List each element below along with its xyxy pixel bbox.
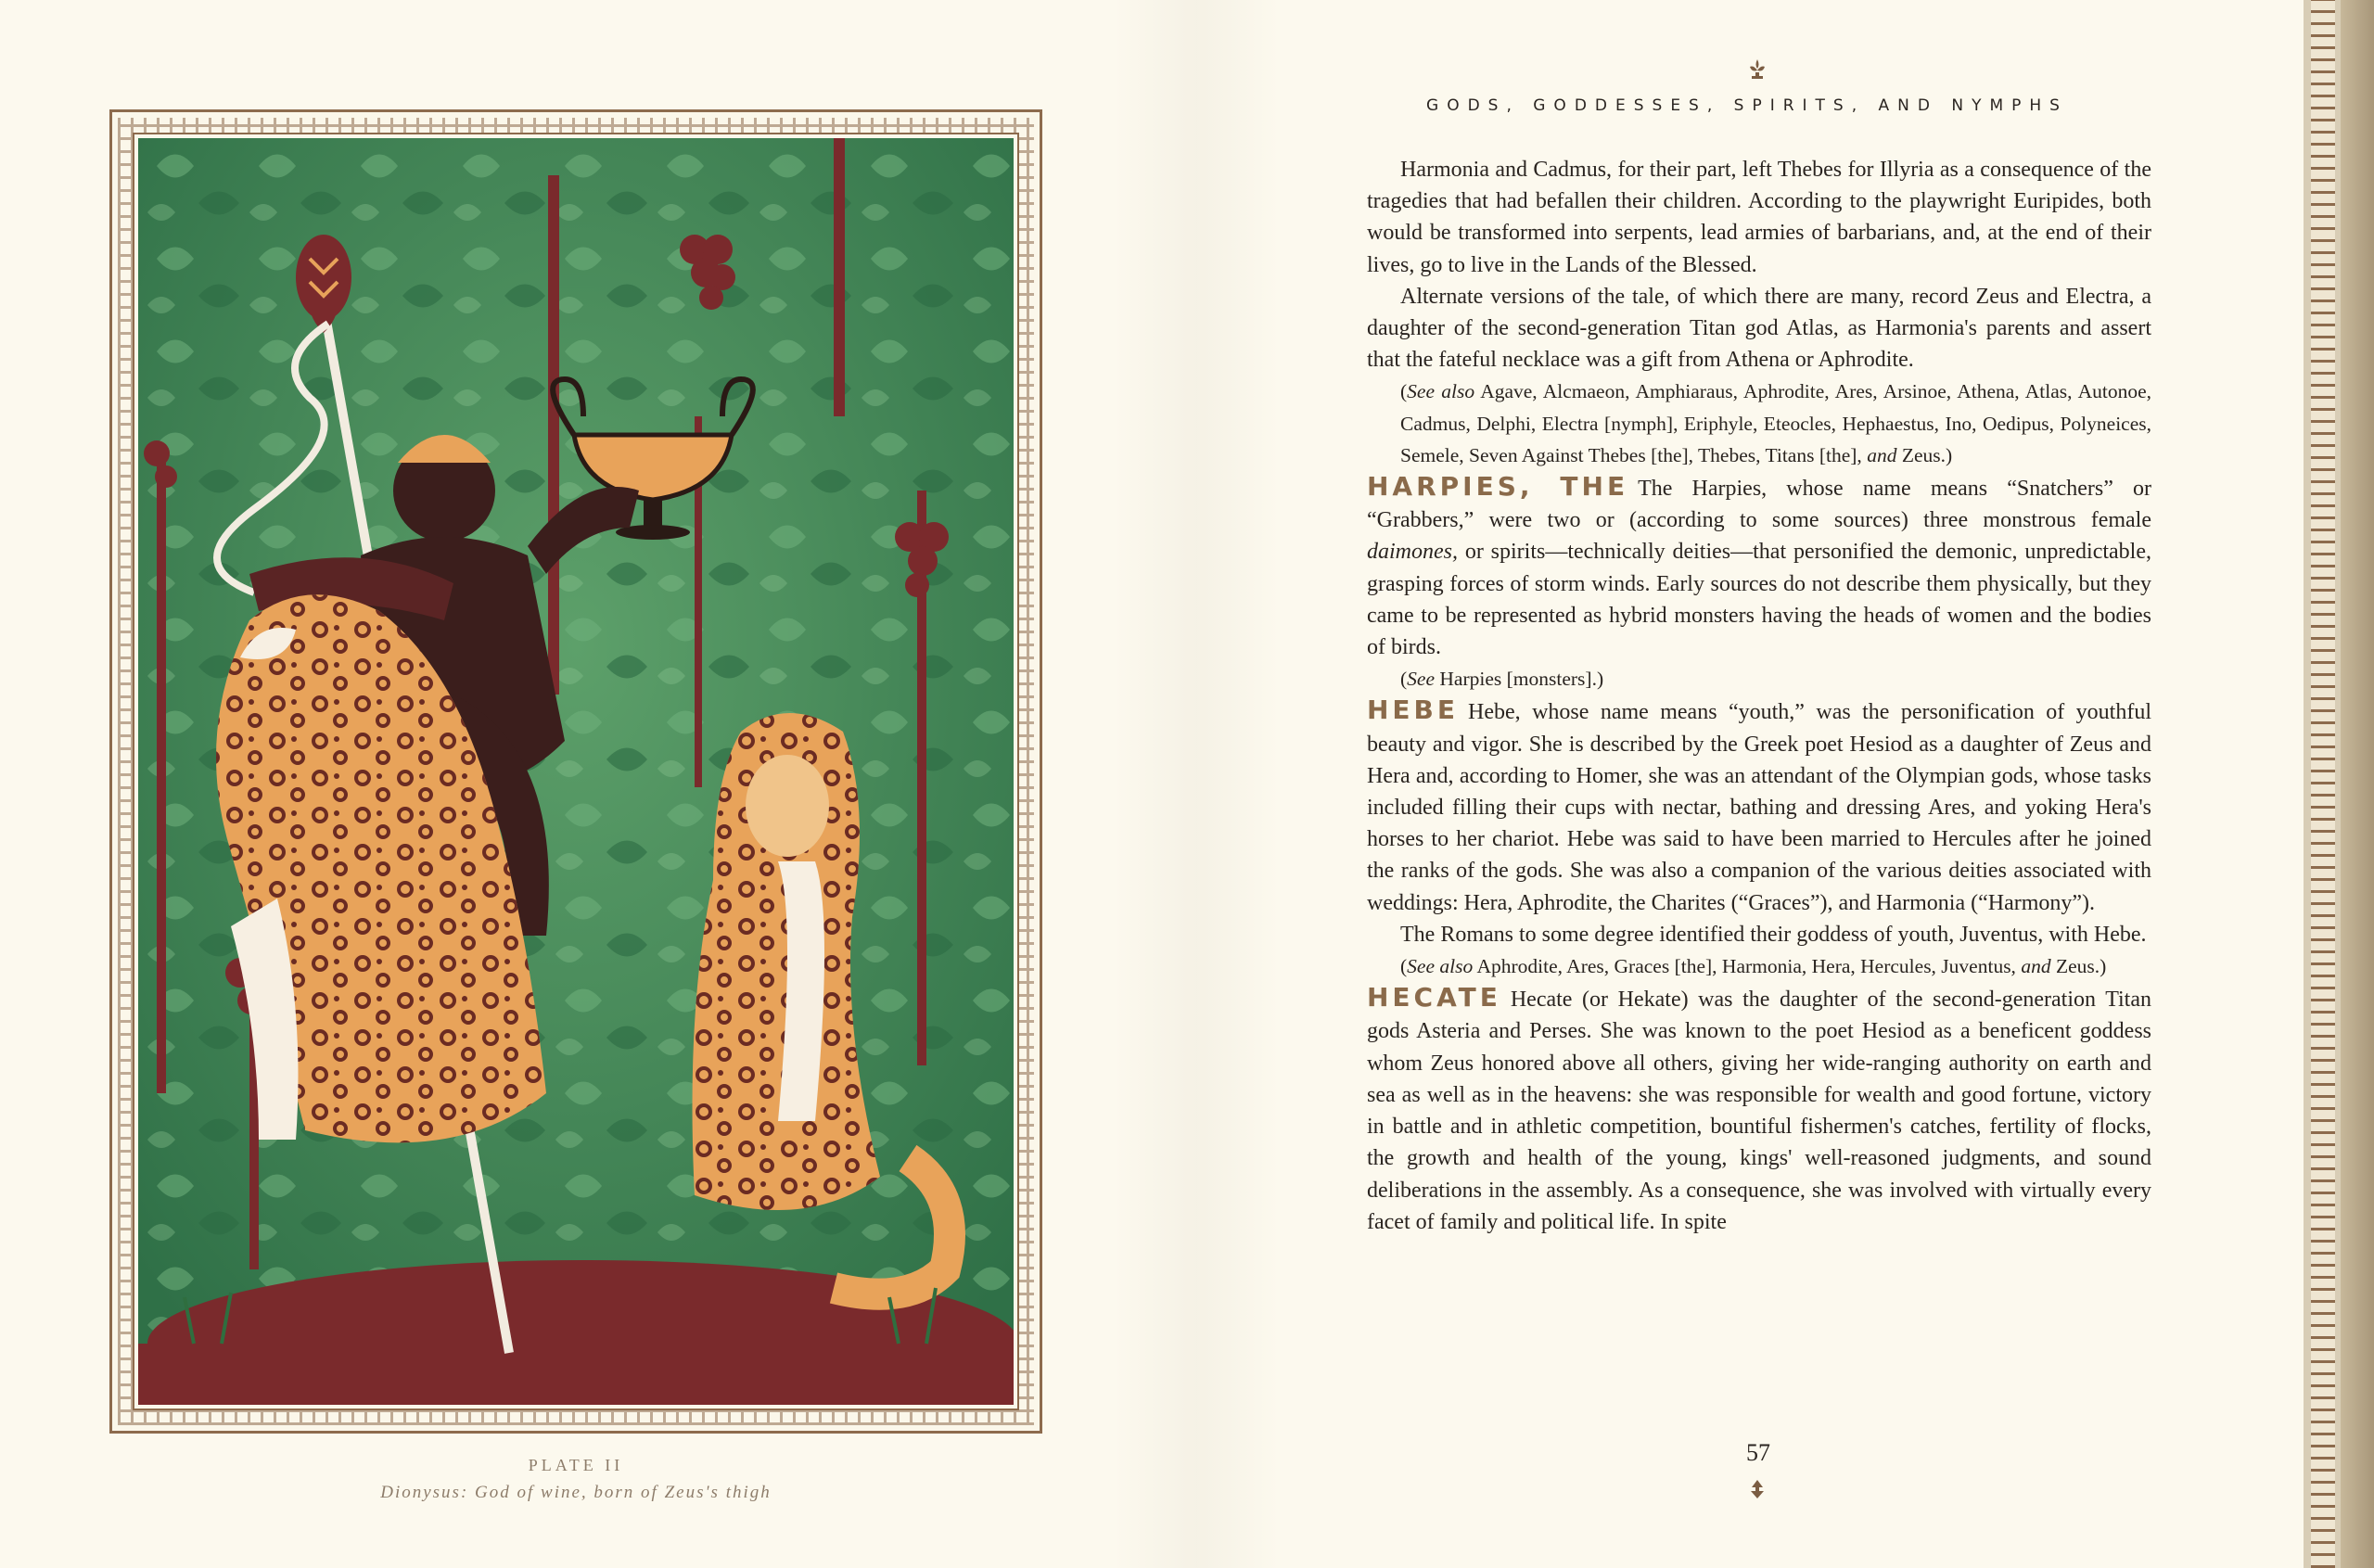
page-gutter [1113,0,1280,1568]
fleuron-bottom-icon [1747,1478,1768,1500]
hecate-paragraph-1: Hecate (or Hekate) was the daughter of the second-generation Titan gods Asteria and Perses. She was known to the poet Hesiod as a beneficent goddess whom Zeus honored above all others, giving her wide-ranging authority on earth and sea as well as in the heavens: she was responsible for wealth and good fortune, victory in battle and in athletic competition, bountiful fishermen's catches, fertility of flocks, the growth and health of the young, kings' well-reasoned judgments, and sound deliberations in the assembly. As a consequence, she was involved with virtually every facet of family and political life. In spite [1367,988,2151,1234]
hebe-paragraph-2: The Romans to some degree identified their goddess of youth, Juventus, with Hebe. [1400,922,2147,947]
see-also-label: See also [1407,955,1474,978]
body-text-column [1367,154,2151,1238]
entry-heading-hecate: HECATE [1367,982,1501,1013]
entry-heading-hebe: HEBE [1367,695,1460,726]
harpies-term: daimones, [1367,540,1458,565]
plate-frame [109,109,1042,1434]
plate-subtitle: Dionysus: God of wine, born of Zeus's thigh [380,1483,772,1502]
hebe-see-also: (See also Aphrodite, Ares, Graces [the], Harmonia, Hera, Hercules, Juventus, and Zeus.) [1400,955,2107,978]
harpies-text-a: The Harpies, whose name means “Snatchers” or “Grabbers,” were two or (according to some sources) three monstrous female [1367,477,2151,533]
hebe-paragraph-1: Hebe, whose name means “youth,” was the personification of youthful beauty and vigor. She is described by the Greek poet Hesiod as a daughter of Zeus and Hera and, according to Homer, she was an attendant of the Olympian gods, whose tasks included filling their cups with nectar, bathing and dressing Ares, and yoking Hera's horses to her chariot. Hebe was said to have been married to Hercules after he joined the ranks of the gods. She was also a companion of the various deities associated with weddings: Hera, Aphrodite, the Charites (“Graces”), and Harmonia (“Harmony”). [1367,700,2151,915]
see-also-label: See also [1407,380,1475,403]
see-also-and: and [1867,443,1897,466]
dionysus-illustration [138,138,1014,1405]
harmonia-see-also: (See also Agave, Alcmaeon, Amphiaraus, Aphrodite, Ares, Arsinoe, Athena, Atlas, Autonoe, Cadmus, Delphi, Electra [nymph], Eriphyle, Eteocles, Hephaestus, Ino, Oedipus, Polyneices, Semele, Seven Against Thebes [the], Thebes, Titans [the], and Zeus.) [1400,380,2151,466]
fleuron-top-icon [1746,57,1768,82]
see-also-list: Aphrodite, Ares, Graces [the], Harmonia, Hera, Hercules, Juventus, [1476,955,2016,978]
page-number: 57 [1746,1439,1770,1466]
plate-caption [109,1456,1042,1503]
running-head: GODS, GODDESSES, SPIRITS, AND NYMPHS [1426,96,2068,115]
harmonia-paragraph-2: Alternate versions of the tale, of which there are many, record Zeus and Electra, a daughter of the second-generation Titan god Atlas, as Harmonia's parents and assert that the fateful necklace was a gift from Athena or Aphrodite. [1367,284,2151,373]
see-also-and: and [2021,955,2051,978]
entry-heading-harpies: HARPIES, THE [1367,471,1629,503]
see-also-end: Zeus.) [1901,443,1953,466]
see-text: Harpies [monsters].) [1439,668,1604,691]
harpies-see: (See Harpies [monsters].) [1400,668,1604,691]
see-also-list: Agave, Alcmaeon, Amphiaraus, Aphrodite, Ares, Arsinoe, Athena, Atlas, Autonoe, Cadmus, Delphi, Electra [nymph], Eriphyle, Eteocles, Hephaestus, Ino, Oedipus, Polyneices, Semele, Seven Against Thebes [the], Thebes, Titans [the], [1400,380,2151,466]
see-also-end: Zeus.) [2055,955,2107,978]
see-label: See [1407,668,1436,691]
harmonia-paragraph-1: Harmonia and Cadmus, for their part, left Thebes for Illyria as a consequence of the tragedies that had befallen their children. According to the playwright Euripides, both would be transformed into serpents, lead armies of barbarians, and, at the end of their lives, go to live in the Lands of the Blessed. [1367,158,2151,277]
harpies-text-b: or spirits—technically deities—that personified the demonic, unpredictable, grasping forces of storm winds. Early sources do not describe them physically, but they came to be represented as hybrid monsters having the heads of women and the bodies of birds. [1367,540,2151,660]
entry-harpies [1367,471,2151,663]
entry-hecate [1367,982,2151,1238]
key-pattern-strip [2311,0,2335,1568]
plate-label: PLATE II [528,1456,624,1474]
right-edge-key-border [2304,0,2374,1568]
page-edge-shade [2341,0,2374,1568]
entry-hebe [1367,695,2151,918]
